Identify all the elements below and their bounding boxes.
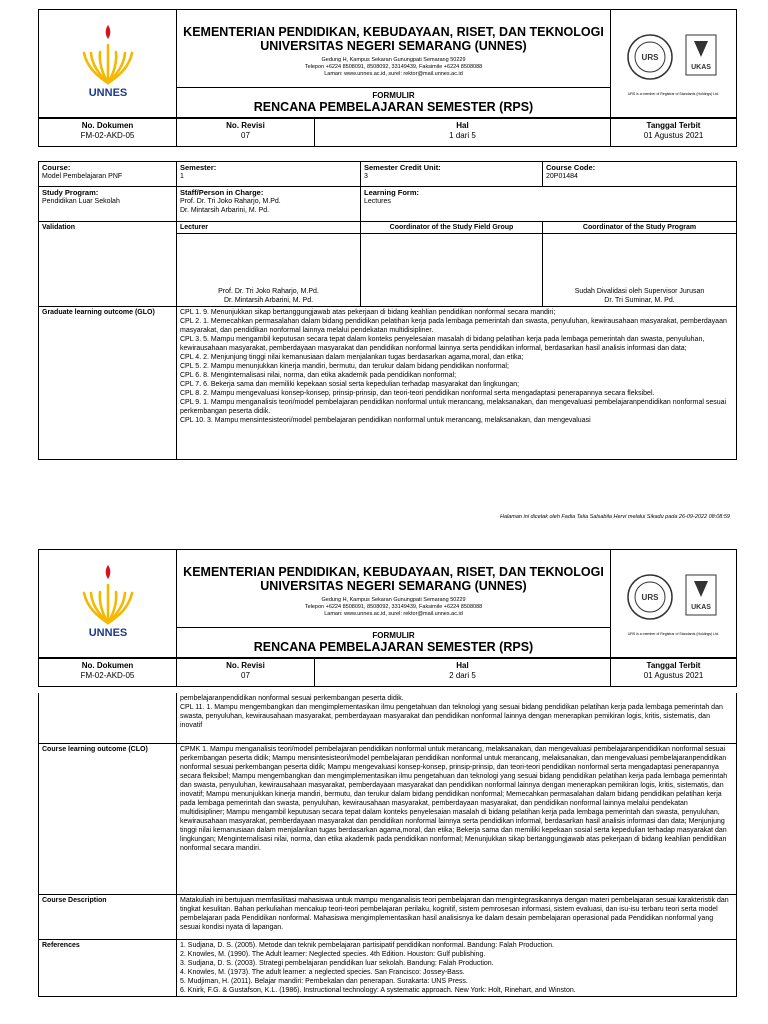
glo-line: CPL 7. 6. Bekerja sama dan memiliki kepekaan sosial serta kepedulian terhadap masyarakat dan lingkungan; — [180, 381, 520, 388]
references-list — [177, 940, 737, 997]
page-1 — [38, 9, 736, 460]
glo-line: CPL 6. 8. Menginternalisasi nilai, norma, dan etika akademik pada pendidikan nonformal; — [180, 372, 457, 379]
svg-text:URS: URS — [641, 593, 658, 602]
logo-cell — [39, 10, 177, 118]
glo-line: CPL 1. 9. Menunjukkan sikap bertanggungjawab atas pekerjaan di bidang keahlian pendidikan nonformal secara mandiri; — [180, 309, 556, 316]
clo-text: CPMK 1. Mampu menganalisis teori/model pembelajaran pendidikan nonformal untuk merancang, melaksanakan, dan mengevaluasi pembelajaranpendidikan nonformal sesuai perkembangan peserta didik; Mampu mensintesisteori/model pembelajaran pendidikan nonformal untuk merancang, melaksanakan, dan mengevaluasi pembelajaranpendidikan nonformal sesuai perkembangan peserta didik; Mampu mengevaluasi konsep-konsep, prinsip-prinsip, dan teori-teori pendidikan nonformal serta mengadaptasi penerapannya secara fleksibel; Mampu mengembangkan dan mengimplementasikan ilmu pengetahuan dan teknologi yang sesuai bidang pendidikan pelatihan kerja pada lembaga pemerintah dan swasta, penyuluhan, kewirausahaan masyarakat, pemberdayaan masyarakat dan pendidikan nonformal lainnya dengan menerapkan pemikiran logis, kritis, sistematis, dan inovatif; Mampu menunjukkan kinerja mandiri, bermutu, dan terukur dalam bidang pendidikan nonformal; Memecahkan permasalahan dalam bidang pendidikan pelatihan kerja pada lembaga pemerintah dan swasta, penyuluhan, kewirausahaan masyarakat, pemberdayaan masyarakat, dan pendidikan nonformal lainnya melalui pendekatan multidisipliner; Mampu mengambil keputusan secara tepat dalam konteks penyelesaian masalah di bidang pelatihan kerja pada lembaga pemerintah dan swasta, penyuluhan, kewirausahaan masyarakat, pemberdayaan masyarakat dan pendidikan nonformal lainnya serta pendidikan informal, berdasarkan hasil analisis informasi dan data; Menjunjung tinggi nilai kemanusiaan dalam menjalankan tugas berdasarkan agama,moral, dan etika; Bekerja sama dan memiliki kepekaan sosial serta kepedulian terhadap masyarakat dan lingkungan; Menginternalisasi nilai, norma, dan etika akademik pada pendidikan nonformal; Menunjukkan sikap bertanggungjawab atas pekerjaan di bidang keahlian pendidikan nonformal secara mandiri. — [177, 744, 737, 895]
page-2 — [38, 549, 736, 997]
svg-text:UKAS: UKAS — [690, 604, 711, 611]
reference-item: 5. Mudjiman, H. (2011). Belajar mandiri: Pembekalan dan penerapan. Surakarta: UNS Press. — [180, 978, 468, 985]
description-text: Matakuliah ini bertujuan memfasilitasi mahasiswa untuk mampu menganalisis teori pembelajaran dan mengintegrasikannya dengan materi pembelajaran sesuai karakteristik dan tingkat kesulitan. Bahan perkuliahan mencakup teori-teori pembelajaran perilaku, kognitif, sistem pemrosesan informasi, sistem evaluasi, dan isu-isu terbaru teori serta model pembelajaran pada Pendidikan nonformal. Mahasiswa mengimplementasikan hasil analisisnya ke dalam desain pembelajaran operasional pada Pendidikan nonformal yang sesuai kondisi nyata di lapangan. — [177, 895, 737, 940]
university-name: UNIVERSITAS NEGERI SEMARANG (UNNES) — [260, 38, 527, 53]
glo-line: CPL 4. 2. Menjunjung tinggi nilai kemanusiaan dalam menjalankan tugas berdasarkan agama,moral, dan etika; — [180, 354, 524, 361]
reference-item: 2. Knowles, M. (1990). The Adult learner: Neglected species. 4th Edition. Houston: Gulf publishing. — [180, 951, 486, 958]
unnes-logo-icon — [73, 21, 143, 101]
svg-text:UNNES: UNNES — [88, 627, 127, 639]
svg-text:URS: URS — [641, 53, 658, 62]
svg-text:UNNES: UNNES — [88, 87, 127, 99]
glo-line: CPL 11. 1. Mampu mengembangkan dan mengimplementasikan ilmu pengetahuan dan teknologi yang sesuai bidang pendidikan pelatihan kerja pada lembaga pemerintah dan swasta, penyuluhan, kewirausahaan masyarakat, pemberdayaan masyarakat dan pendidikan nonformal lainnya dengan menerapkan pemikiran logis, kritis, sistematis, dan inovatif — [180, 704, 723, 729]
glo-line: CPL 2. 1. Memecahkan permasalahan dalam bidang pendidikan pelatihan kerja pada lembaga pemerintah dan swasta, penyuluhan, kewirausahaan masyarakat, pemberdayaan masyarakat, dan pendidikan nonformal lainnya melalui pendekatan multidisipliner. — [180, 318, 727, 334]
glo-line: CPL 5. 2. Mampu menunjukkan kinerja mandiri, bermutu, dan terukur dalam bidang pendidikan nonformal; — [180, 363, 509, 370]
print-note: Halaman ini dicetak oleh Fadia Talia Salsabila Hervi melalui Sikadu pada 26-09-2022 08:08:59 — [499, 514, 730, 520]
glo-text — [177, 307, 737, 460]
institution-cell — [177, 10, 611, 88]
certification-icon — [624, 31, 724, 87]
doc-meta: No. Dokumen FM-02-AKD-05 No. Revisi 07 Hal 1 dari 5 Tanggal Terbit 01 Agustus 2021 — [38, 118, 737, 147]
reference-item: 1. Sudjana, D. S. (2005). Metode dan teknik pembelajaran partisipatif pendidikan nonformal. Bandung: Falah Production. — [180, 942, 554, 949]
reference-item: 6. Knirk, F.G. & Gustafson, K.L. (1986). Instructional technology: A systematic approach. New York: Holt, Rinehart, and Winston. — [180, 987, 576, 994]
reference-item: 3. Sudjana, D. S. (2003). Strategi pembelajaran pendidikan luar sekolah. Bandung: Falah Production. — [180, 960, 494, 967]
page-header-2: UNNES KEMENTERIAN PENDIDIKAN, KEBUDAYAAN, RISET, DAN TEKNOLOGI UNIVERSITAS NEGERI SEMARANG (UNNES) Gedung H, Kampus Sekaran Gunungpati Semarang 50229 Telepon +6224 8508091, 8508092, 33149439, Faksimile +6224 8508088 Laman: www.unnes.ac.id, surel: rektor@mail.unnes.ac.id URS UKAS URS is a member of Registrar of Standards (Holdings) Ltd. FORMULIR RENCANA PEMBELAJARAN SEMESTER (RPS) — [38, 549, 737, 658]
clo-label: Course learning outcome (CLO) — [39, 744, 177, 895]
certification-icon — [624, 571, 724, 627]
glo-text-continued — [177, 693, 737, 744]
form-title: RENCANA PEMBELAJARAN SEMESTER (RPS) — [253, 100, 534, 114]
glo-line: CPL 3. 5. Mampu mengambil keputusan secara tepat dalam konteks penyelesaian masalah di bidang pelatihan kerja pada lembaga pemerintah dan swasta, penyuluhan, kewirausahaan masyarakat, pemberdayaan masyarakat dan pendidikan nonformal lainnya serta pendidikan informal, berdasarkan hasil analisis informasi dan data; — [180, 336, 705, 352]
ministry-name: KEMENTERIAN PENDIDIKAN, KEBUDAYAAN, RISET, DAN TEKNOLOGI — [183, 24, 604, 39]
certification-cell: URS UKAS URS is a member of Registrar of Standards (Holdings) Ltd. — [611, 10, 737, 118]
glo-line: CPL 10. 3. Mampu mensintesisteori/model pembelajaran pendidikan nonformal untuk merancang, melaksanakan, dan mengevaluasi — [180, 417, 591, 424]
glo-line: pembelajaranpendidikan nonformal sesuai perkembangan peserta didik. — [180, 695, 404, 702]
doc-meta-2: No. Dokumen FM-02-AKD-05 No. Revisi 07 Hal 2 dari 5 Tanggal Terbit 01 Agustus 2021 — [38, 658, 737, 687]
course-info-table: Course: Model Pembelajaran PNF Semester: 1 Semester Credit Unit: 3 Course Code: 20P01484 Study Program: Pendidikan Luar Sekolah Staff/Person in Charge: Prof. Dr. Tri Joko Raharjo, M.Pd. Dr. Mintarsih Arbarini, M. Pd. Learning Form: Lectures Validation Lecturer Coordinator of the Study Field Group Coordinator of the Study Program Prof. Dr. Tri Joko Raharjo, M.Pd. Dr. Mintarsih Arbarini, M. Pd. Sudah Divalidasi oleh Supervisor Jurusan Dr. Tri Suminar, M. Pd. Graduate learning outcome (GLO) CPL 1. 9. Menunjukkan sikap bertanggungjawab atas pekerjaan di bidang keahlian pendidikan nonformal secara mandiri; CPL 2. 1. Memecahkan permasalahan dalam bidang pendidikan pelatihan kerja pada lembaga pemerintah dan swasta, penyuluhan, kewirausahaan masyarakat, pemberdayaan masyarakat, dan pendidikan nonformal lainnya melalui pendekatan multidisipliner. CPL 3. 5. Mampu mengambil keputusan secara tepat dalam konteks penyelesaian masalah di bidang pelatihan kerja pada lembaga pemerintah dan swasta, penyuluhan, kewirausahaan masyarakat, pemberdayaan masyarakat dan pendidikan nonformal lainnya serta pendidikan informal, berdasarkan hasil analisis informasi dan data; CPL 4. 2. Menjunjung tinggi nilai kemanusiaan dalam menjalankan tugas berdasarkan agama,moral, dan etika; CPL 5. 2. Mampu menunjukkan kinerja mandiri, bermutu, dan terukur dalam bidang pendidikan nonformal; CPL 6. 8. Menginternalisasi nilai, norma, dan etika akademik pada pendidikan nonformal; CPL 7. 6. Bekerja sama dan memiliki kepekaan sosial serta kepedulian terhadap masyarakat dan lingkungan; CPL 8. 2. Mampu mengevaluasi konsep-konsep, prinsip-prinsip, dan teori-teori pendidikan nonformal serta mengadaptasi penerapannya secara fleksibel. CPL 9. 1. Mampu menganalisis teori/model pembelajaran pendidikan nonformal untuk merancang, melaksanakan, dan mengevaluasi pembelajaranpendidikan nonformal sesuai perkembangan peserta didik. CPL 10. 3. Mampu mensintesisteori/model pembelajaran pendidikan nonformal untuk merancang, melaksanakan, dan mengevaluasi — [38, 161, 737, 460]
reference-item: 4. Knowles, M. (1973). The adult learner: a neglected species. San Francisco: Jossey-Bass. — [180, 969, 465, 976]
references-label: References — [39, 940, 177, 997]
page-header — [38, 9, 737, 118]
description-label: Course Description — [39, 895, 177, 940]
glo-label: Graduate learning outcome (GLO) — [39, 307, 177, 460]
glo-line: CPL 9. 1. Mampu menganalisis teori/model pembelajaran pendidikan nonformal untuk merancang, melaksanakan, dan mengevaluasi pembelajaranpendidikan nonformal sesuai perkembangan peserta didik. — [180, 399, 727, 415]
svg-text:UKAS: UKAS — [690, 64, 711, 71]
unnes-logo-icon — [73, 561, 143, 641]
address: Gedung H, Kampus Sekaran Gunungpati Semarang 50229 Telepon +6224 8508091, 8508092, 33149439, Faksimile +6224 8508088 Laman: www.unnes.ac.id, surel: rektor@mail.unnes.ac.id — [304, 56, 483, 77]
course-detail-table — [38, 693, 737, 997]
form-title-cell: FORMULIR RENCANA PEMBELAJARAN SEMESTER (RPS) — [177, 88, 611, 118]
glo-line: CPL 8. 2. Mampu mengevaluasi konsep-konsep, prinsip-prinsip, dan teori-teori pendidikan nonformal serta mengadaptasi penerapannya secara fleksibel. — [180, 390, 655, 397]
